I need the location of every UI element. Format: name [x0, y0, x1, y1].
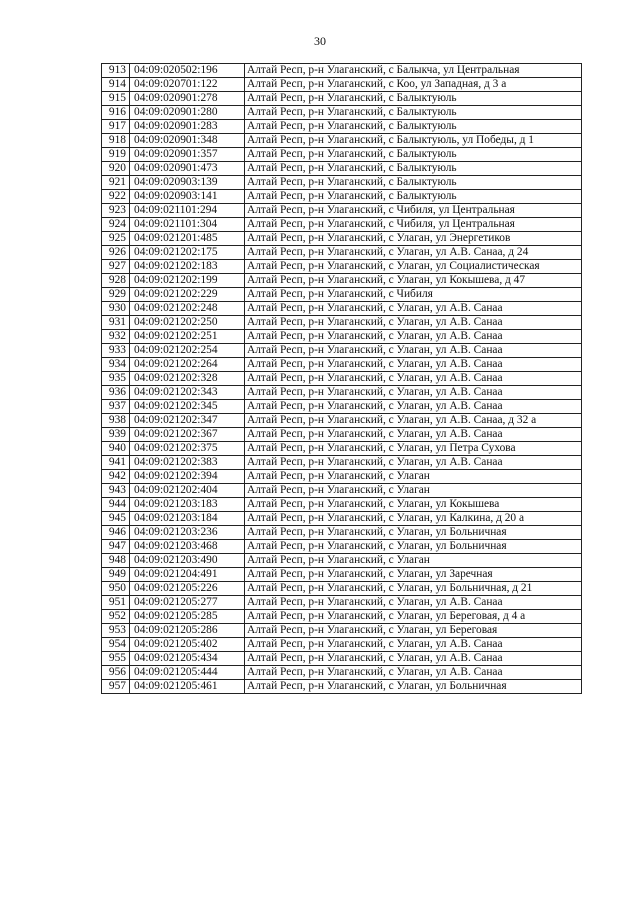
table-row — [102, 260, 582, 274]
row-number: 942 — [102, 470, 130, 484]
address: Алтай Респ, р-н Улаганский, с Улаган, ул Социалистическая — [245, 260, 582, 274]
table-row — [102, 316, 582, 330]
row-number: 931 — [102, 316, 130, 330]
address: Алтай Респ, р-н Улаганский, с Улаган, ул А.В. Санаа — [245, 596, 582, 610]
address: Алтай Респ, р-н Улаганский, с Улаган, ул Береговая, д 4 а — [245, 610, 582, 624]
table-row — [102, 120, 582, 134]
cadastral-number: 04:09:021205:286 — [130, 624, 245, 638]
row-number: 914 — [102, 78, 130, 92]
cadastral-number: 04:09:021203:236 — [130, 526, 245, 540]
cadastral-number: 04:09:021202:394 — [130, 470, 245, 484]
table-row — [102, 372, 582, 386]
address: Алтай Респ, р-н Улаганский, с Балыкча, ул Центральная — [245, 64, 582, 78]
table-row — [102, 190, 582, 204]
registry-table — [101, 63, 582, 694]
table-row — [102, 330, 582, 344]
cadastral-number: 04:09:021205:444 — [130, 666, 245, 680]
table-row — [102, 540, 582, 554]
cadastral-number: 04:09:021205:402 — [130, 638, 245, 652]
cadastral-number: 04:09:021203:468 — [130, 540, 245, 554]
row-number: 943 — [102, 484, 130, 498]
address: Алтай Респ, р-н Улаганский, с Улаган, ул А.В. Санаа — [245, 428, 582, 442]
cadastral-number: 04:09:020701:122 — [130, 78, 245, 92]
row-number: 928 — [102, 274, 130, 288]
address: Алтай Респ, р-н Улаганский, с Улаган, ул Заречная — [245, 568, 582, 582]
address: Алтай Респ, р-н Улаганский, с Балыктуюль — [245, 106, 582, 120]
address: Алтай Респ, р-н Улаганский, с Чибиля, ул Центральная — [245, 204, 582, 218]
address: Алтай Респ, р-н Улаганский, с Улаган, ул Больничная — [245, 680, 582, 694]
table-row — [102, 344, 582, 358]
cadastral-number: 04:09:021202:347 — [130, 414, 245, 428]
cadastral-number: 04:09:021202:254 — [130, 344, 245, 358]
row-number: 941 — [102, 456, 130, 470]
row-number: 935 — [102, 372, 130, 386]
table-row — [102, 358, 582, 372]
cadastral-number: 04:09:021203:490 — [130, 554, 245, 568]
row-number: 930 — [102, 302, 130, 316]
cadastral-number: 04:09:021202:264 — [130, 358, 245, 372]
address: Алтай Респ, р-н Улаганский, с Улаган, ул А.В. Санаа — [245, 400, 582, 414]
address: Алтай Респ, р-н Улаганский, с Улаган, ул Береговая — [245, 624, 582, 638]
table-row — [102, 148, 582, 162]
address: Алтай Респ, р-н Улаганский, с Улаган, ул А.В. Санаа — [245, 344, 582, 358]
cadastral-number: 04:09:021205:285 — [130, 610, 245, 624]
row-number: 940 — [102, 442, 130, 456]
table-row — [102, 610, 582, 624]
cadastral-number: 04:09:020901:278 — [130, 92, 245, 106]
table-row — [102, 106, 582, 120]
row-number: 939 — [102, 428, 130, 442]
table-row — [102, 78, 582, 92]
cadastral-number: 04:09:021203:183 — [130, 498, 245, 512]
table-row — [102, 246, 582, 260]
table-row — [102, 666, 582, 680]
table-row — [102, 596, 582, 610]
cadastral-number: 04:09:020901:357 — [130, 148, 245, 162]
row-number: 949 — [102, 568, 130, 582]
table-row — [102, 64, 582, 78]
row-number: 934 — [102, 358, 130, 372]
cadastral-number: 04:09:021202:250 — [130, 316, 245, 330]
table-row — [102, 624, 582, 638]
address: Алтай Респ, р-н Улаганский, с Улаган, ул А.В. Санаа — [245, 302, 582, 316]
cadastral-number: 04:09:021202:248 — [130, 302, 245, 316]
row-number: 944 — [102, 498, 130, 512]
address: Алтай Респ, р-н Улаганский, с Улаган, ул А.В. Санаа — [245, 386, 582, 400]
cadastral-number: 04:09:021202:375 — [130, 442, 245, 456]
table-row — [102, 568, 582, 582]
cadastral-number: 04:09:021202:345 — [130, 400, 245, 414]
cadastral-number: 04:09:020502:196 — [130, 64, 245, 78]
address: Алтай Респ, р-н Улаганский, с Улаган, ул Кокышева — [245, 498, 582, 512]
table-row — [102, 92, 582, 106]
row-number: 926 — [102, 246, 130, 260]
table-row — [102, 204, 582, 218]
row-number: 921 — [102, 176, 130, 190]
table-row — [102, 582, 582, 596]
address: Алтай Респ, р-н Улаганский, с Улаган, ул Больничная — [245, 526, 582, 540]
row-number: 917 — [102, 120, 130, 134]
table-row — [102, 512, 582, 526]
table-row — [102, 554, 582, 568]
address: Алтай Респ, р-н Улаганский, с Улаган, ул Больничная, д 21 — [245, 582, 582, 596]
cadastral-number: 04:09:020901:283 — [130, 120, 245, 134]
address: Алтай Респ, р-н Улаганский, с Балыктуюль — [245, 148, 582, 162]
page-number: 30 — [314, 34, 326, 48]
address: Алтай Респ, р-н Улаганский, с Улаган, ул А.В. Санаа — [245, 358, 582, 372]
address: Алтай Респ, р-н Улаганский, с Улаган, ул А.В. Санаа — [245, 666, 582, 680]
table-row — [102, 484, 582, 498]
row-number: 929 — [102, 288, 130, 302]
cadastral-number: 04:09:021202:175 — [130, 246, 245, 260]
cadastral-number: 04:09:021205:461 — [130, 680, 245, 694]
address: Алтай Респ, р-н Улаганский, с Улаган, ул А.В. Санаа, д 32 а — [245, 414, 582, 428]
address: Алтай Респ, р-н Улаганский, с Улаган, ул Петра Сухова — [245, 442, 582, 456]
row-number: 933 — [102, 344, 130, 358]
row-number: 954 — [102, 638, 130, 652]
address: Алтай Респ, р-н Улаганский, с Балыктуюль, ул Победы, д 1 — [245, 134, 582, 148]
cadastral-number: 04:09:021205:434 — [130, 652, 245, 666]
table-row — [102, 470, 582, 484]
table-row — [102, 218, 582, 232]
table-row — [102, 442, 582, 456]
row-number: 947 — [102, 540, 130, 554]
row-number: 957 — [102, 680, 130, 694]
address: Алтай Респ, р-н Улаганский, с Чибиля, ул Центральная — [245, 218, 582, 232]
registry-table-body — [102, 64, 582, 694]
cadastral-number: 04:09:021204:491 — [130, 568, 245, 582]
address: Алтай Респ, р-н Улаганский, с Улаган, ул Больничная — [245, 540, 582, 554]
row-number: 924 — [102, 218, 130, 232]
address: Алтай Респ, р-н Улаганский, с Улаган, ул А.В. Санаа — [245, 316, 582, 330]
cadastral-number: 04:09:020901:348 — [130, 134, 245, 148]
cadastral-number: 04:09:021202:229 — [130, 288, 245, 302]
address: Алтай Респ, р-н Улаганский, с Улаган, ул Энергетиков — [245, 232, 582, 246]
row-number: 916 — [102, 106, 130, 120]
address: Алтай Респ, р-н Улаганский, с Улаган, ул А.В. Санаа — [245, 456, 582, 470]
address: Алтай Респ, р-н Улаганский, с Балыктуюль — [245, 120, 582, 134]
table-row — [102, 386, 582, 400]
cadastral-number: 04:09:020901:280 — [130, 106, 245, 120]
address: Алтай Респ, р-н Улаганский, с Балыктуюль — [245, 176, 582, 190]
address: Алтай Респ, р-н Улаганский, с Балыктуюль — [245, 92, 582, 106]
row-number: 938 — [102, 414, 130, 428]
address: Алтай Респ, р-н Улаганский, с Чибиля — [245, 288, 582, 302]
address: Алтай Респ, р-н Улаганский, с Улаган, ул А.В. Санаа — [245, 638, 582, 652]
row-number: 925 — [102, 232, 130, 246]
address: Алтай Респ, р-н Улаганский, с Улаган, ул Калкина, д 20 а — [245, 512, 582, 526]
table-row — [102, 288, 582, 302]
cadastral-number: 04:09:021202:199 — [130, 274, 245, 288]
address: Алтай Респ, р-н Улаганский, с Балыктуюль — [245, 190, 582, 204]
row-number: 948 — [102, 554, 130, 568]
cadastral-number: 04:09:021101:304 — [130, 218, 245, 232]
cadastral-number: 04:09:021205:277 — [130, 596, 245, 610]
table-row — [102, 680, 582, 694]
row-number: 946 — [102, 526, 130, 540]
cadastral-number: 04:09:020903:139 — [130, 176, 245, 190]
address: Алтай Респ, р-н Улаганский, с Улаган, ул А.В. Санаа — [245, 372, 582, 386]
row-number: 952 — [102, 610, 130, 624]
table-row — [102, 498, 582, 512]
table-row — [102, 526, 582, 540]
row-number: 918 — [102, 134, 130, 148]
row-number: 922 — [102, 190, 130, 204]
row-number: 950 — [102, 582, 130, 596]
table-row — [102, 176, 582, 190]
table-row — [102, 638, 582, 652]
row-number: 927 — [102, 260, 130, 274]
cadastral-number: 04:09:020903:141 — [130, 190, 245, 204]
cadastral-number: 04:09:021202:251 — [130, 330, 245, 344]
row-number: 953 — [102, 624, 130, 638]
cadastral-number: 04:09:021201:485 — [130, 232, 245, 246]
address: Алтай Респ, р-н Улаганский, с Улаган, ул А.В. Санаа — [245, 652, 582, 666]
cadastral-number: 04:09:021202:183 — [130, 260, 245, 274]
cadastral-number: 04:09:021202:343 — [130, 386, 245, 400]
row-number: 919 — [102, 148, 130, 162]
table-row — [102, 232, 582, 246]
row-number: 932 — [102, 330, 130, 344]
cadastral-number: 04:09:021202:328 — [130, 372, 245, 386]
cadastral-number: 04:09:020901:473 — [130, 162, 245, 176]
table-row — [102, 456, 582, 470]
cadastral-number: 04:09:021202:404 — [130, 484, 245, 498]
table-row — [102, 428, 582, 442]
row-number: 937 — [102, 400, 130, 414]
row-number: 920 — [102, 162, 130, 176]
cadastral-number: 04:09:021202:367 — [130, 428, 245, 442]
row-number: 945 — [102, 512, 130, 526]
address: Алтай Респ, р-н Улаганский, с Улаган, ул А.В. Санаа, д 24 — [245, 246, 582, 260]
address: Алтай Респ, р-н Улаганский, с Коо, ул Западная, д 3 а — [245, 78, 582, 92]
cadastral-number: 04:09:021202:383 — [130, 456, 245, 470]
table-row — [102, 134, 582, 148]
cadastral-number: 04:09:021101:294 — [130, 204, 245, 218]
row-number: 956 — [102, 666, 130, 680]
address: Алтай Респ, р-н Улаганский, с Улаган — [245, 554, 582, 568]
cadastral-number: 04:09:021205:226 — [130, 582, 245, 596]
table-row — [102, 400, 582, 414]
row-number: 913 — [102, 64, 130, 78]
table-row — [102, 652, 582, 666]
cadastral-number: 04:09:021203:184 — [130, 512, 245, 526]
row-number: 923 — [102, 204, 130, 218]
row-number: 951 — [102, 596, 130, 610]
address: Алтай Респ, р-н Улаганский, с Улаган, ул Кокышева, д 47 — [245, 274, 582, 288]
table-row — [102, 414, 582, 428]
address: Алтай Респ, р-н Улаганский, с Балыктуюль — [245, 162, 582, 176]
table-row — [102, 162, 582, 176]
address: Алтай Респ, р-н Улаганский, с Улаган — [245, 484, 582, 498]
table-row — [102, 274, 582, 288]
table-row — [102, 302, 582, 316]
row-number: 936 — [102, 386, 130, 400]
row-number: 915 — [102, 92, 130, 106]
address: Алтай Респ, р-н Улаганский, с Улаган — [245, 470, 582, 484]
row-number: 955 — [102, 652, 130, 666]
address: Алтай Респ, р-н Улаганский, с Улаган, ул А.В. Санаа — [245, 330, 582, 344]
